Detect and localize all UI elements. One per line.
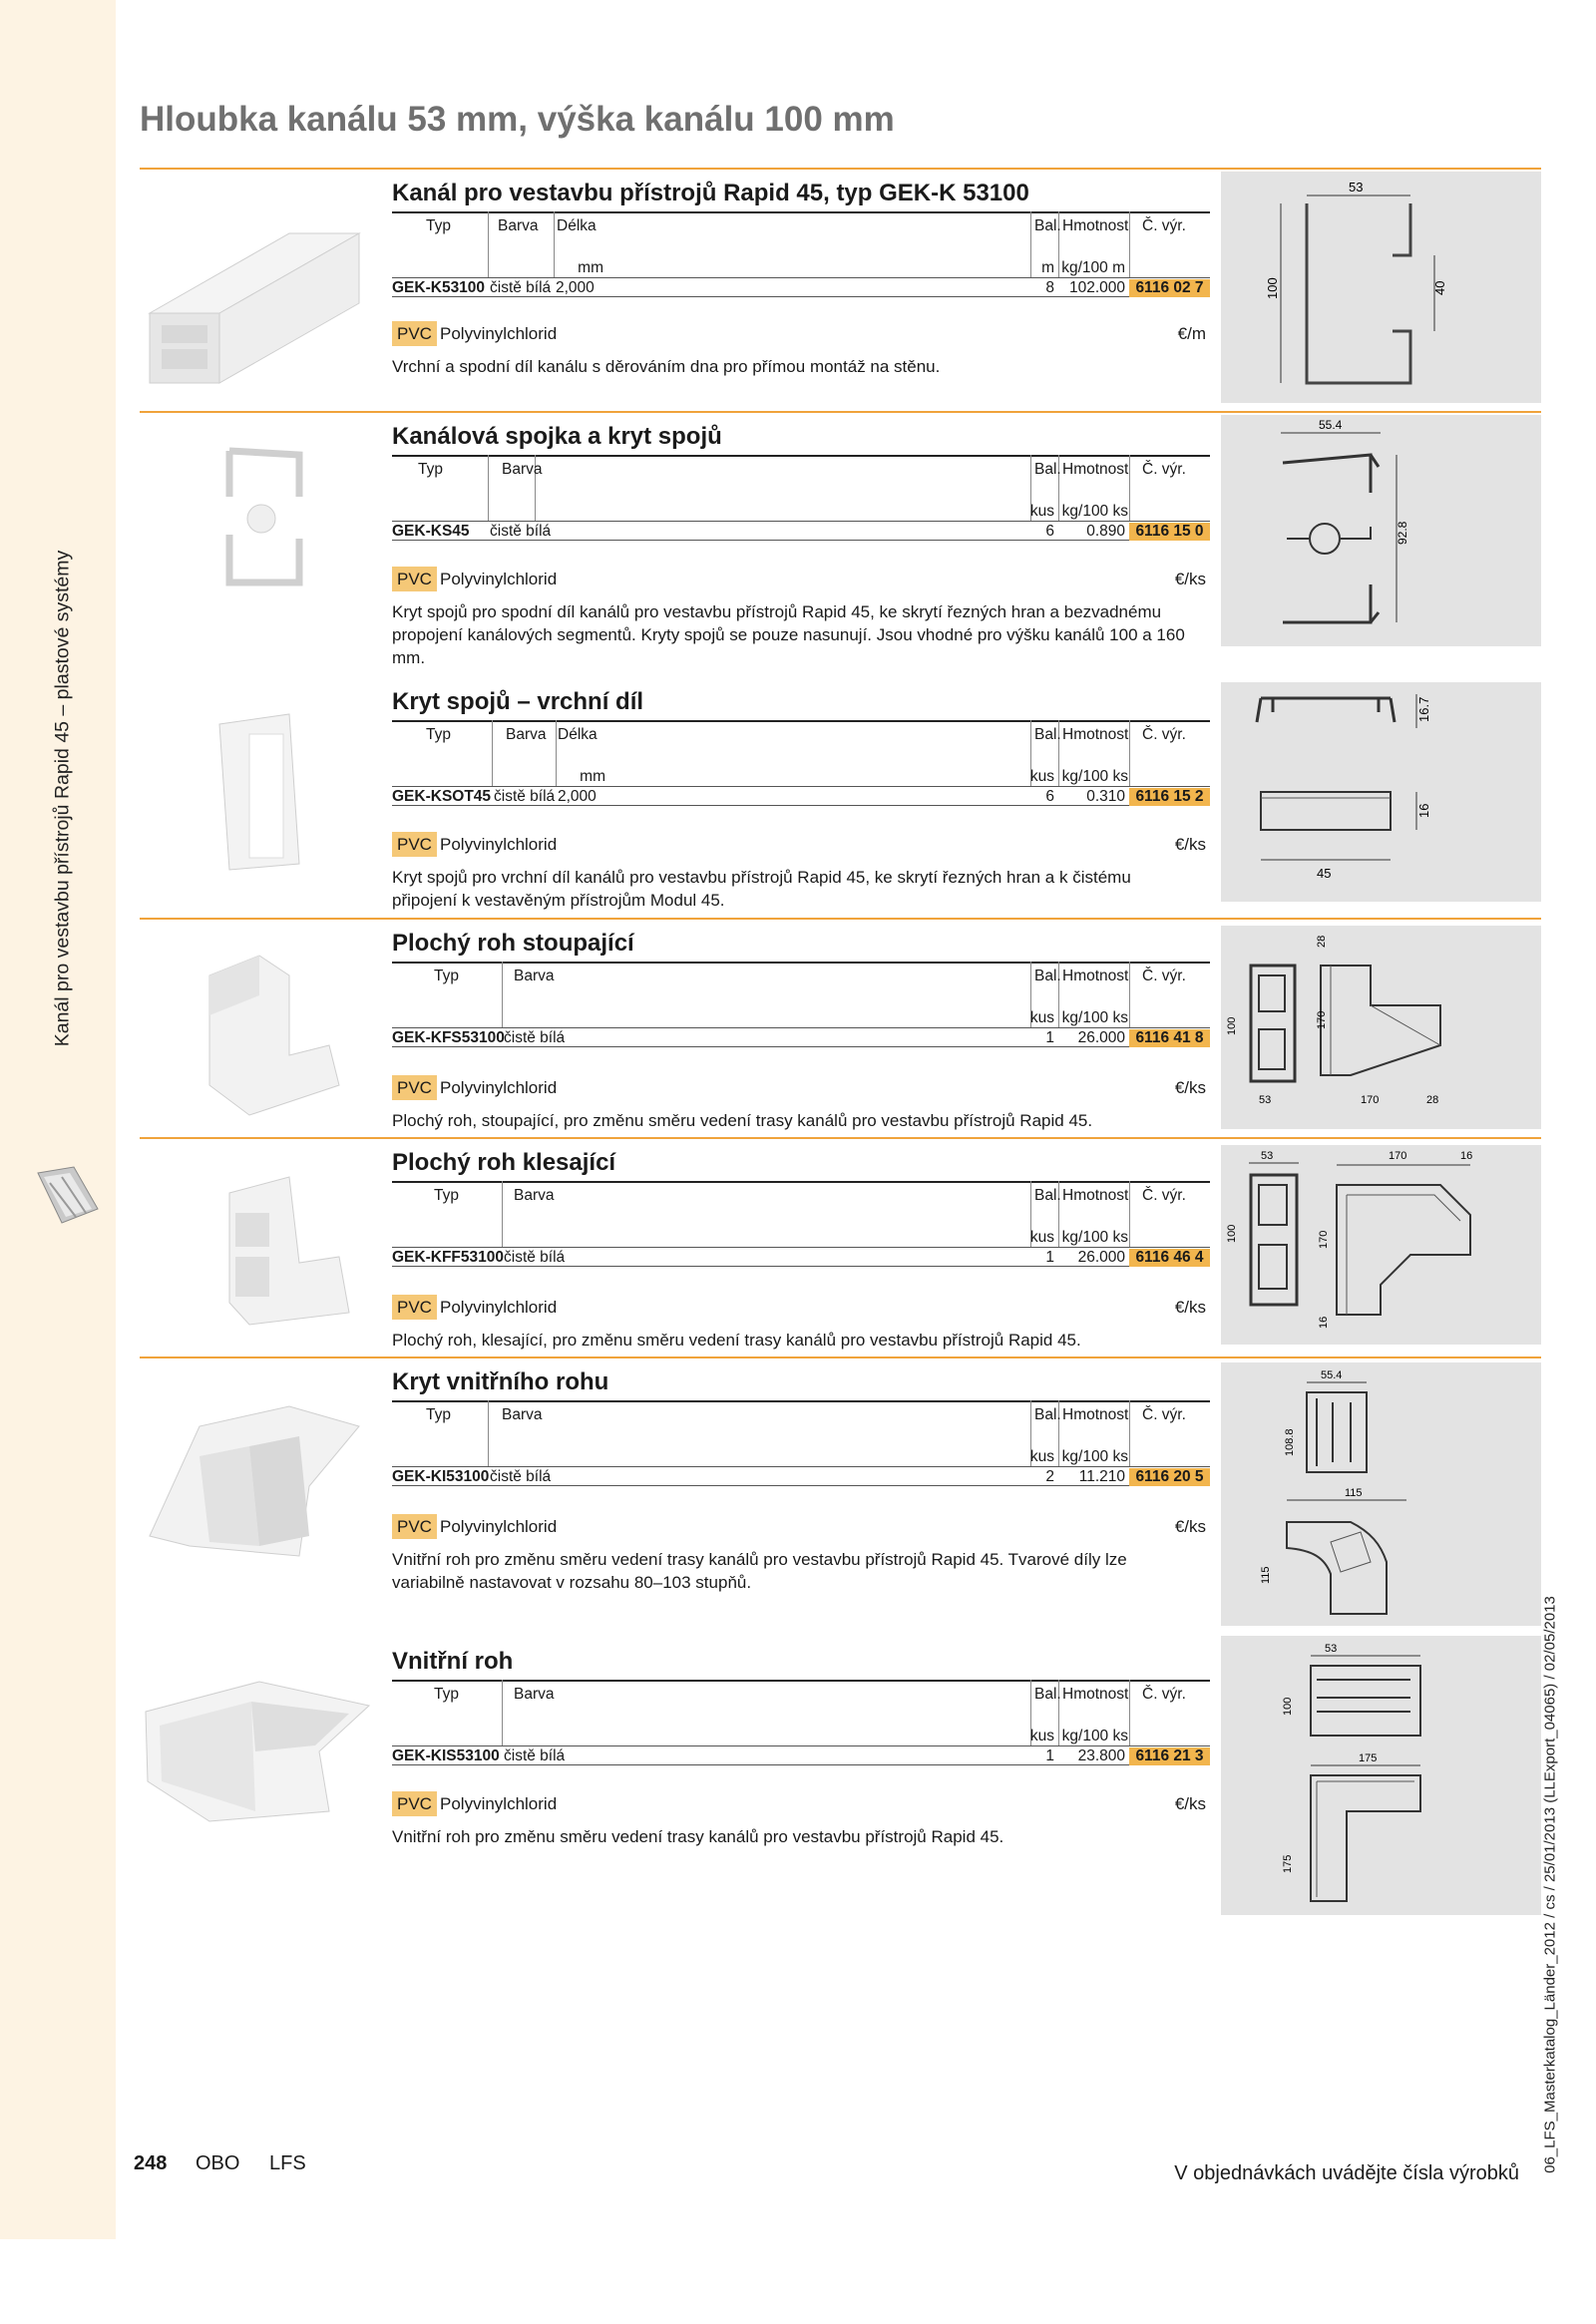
- dim-label: 45: [1317, 866, 1332, 881]
- dim-label: 16: [1416, 803, 1431, 818]
- spec-row: [392, 277, 1210, 297]
- footer-division: LFS: [269, 2152, 306, 2174]
- price-unit: €/ks: [1174, 835, 1206, 854]
- material-row: [392, 832, 1210, 858]
- material-row: [392, 1514, 1210, 1540]
- header-bal: Bal.: [1034, 217, 1061, 234]
- dim-label: 170: [1389, 1150, 1407, 1162]
- footer-note: V objednávkách uvádějte čísla výrobků: [1174, 2162, 1519, 2184]
- header-barva: Barva: [514, 1187, 555, 1204]
- material-row: [392, 567, 1210, 592]
- order-number: 6116 15 2: [1129, 788, 1210, 806]
- header-typ: Typ: [418, 461, 443, 478]
- header-cvyr: Č. výr.: [1142, 217, 1186, 234]
- technical-drawing: [1221, 415, 1541, 646]
- dim-label: 115: [1345, 1487, 1363, 1499]
- header-cvyr: Č. výr.: [1142, 1187, 1186, 1204]
- material-badge: PVC: [392, 832, 437, 857]
- header-cvyr: Č. výr.: [1142, 968, 1186, 984]
- header-hmotnost: Hmotnost: [1062, 217, 1129, 234]
- product-description: Kryt spojů pro spodní díl kanálů pro vestavbu přístrojů Rapid 45, ke skrytí řezných hran a bezvadnému propojení kanálových segmentů. Kryty spojů se pouze nasunují. Jsou vhodné pro výšku kanálů 100 a 160 mm.: [392, 602, 1185, 667]
- header-hmotnost: Hmotnost: [1062, 1406, 1129, 1423]
- material-badge: PVC: [392, 1514, 437, 1539]
- header-cvyr: Č. výr.: [1142, 726, 1186, 743]
- unit-hmotnost: kg/100 m: [1061, 259, 1125, 276]
- cell-typ: GEK-KIS53100: [392, 1747, 500, 1764]
- header-barva: Barva: [506, 726, 547, 743]
- material-badge: PVC: [392, 1791, 437, 1816]
- cell-typ: GEK-KS45: [392, 523, 470, 540]
- dim-label: 100: [1226, 1224, 1238, 1243]
- cell-bal: 2: [1045, 1468, 1054, 1485]
- cell-bal: 1: [1045, 1029, 1054, 1046]
- unit-bal: kus: [1029, 1229, 1054, 1246]
- material-badge: PVC: [392, 1295, 437, 1320]
- product-photo-channel: [140, 203, 379, 393]
- header-cvyr: Č. výr.: [1142, 1686, 1186, 1703]
- cell-bal: 8: [1045, 279, 1054, 296]
- cell-hmotnost: 26.000: [1077, 1249, 1125, 1266]
- unit-delka: mm: [578, 259, 603, 276]
- header-hmotnost: Hmotnost: [1062, 461, 1129, 478]
- spec-table: [392, 1680, 1210, 1764]
- cell-barva: čistě bílá: [504, 1747, 566, 1764]
- product-photo-joint-cover: [140, 694, 379, 874]
- header-bal: Bal.: [1034, 1406, 1061, 1423]
- price-unit: €/ks: [1174, 1078, 1206, 1097]
- spec-row: [392, 1027, 1210, 1047]
- material-name: Polyvinylchlorid: [440, 570, 558, 588]
- material-row: [392, 1791, 1210, 1817]
- unit-hmotnost: kg/100 ks: [1061, 768, 1128, 785]
- product-photo-inner-corner: [140, 1662, 379, 1831]
- product-description: Vrchní a spodní díl kanálu s děrováním dna pro přímou montáž na stěnu.: [392, 357, 941, 376]
- unit-hmotnost: kg/100 ks: [1061, 1728, 1128, 1744]
- dim-label: 100: [1226, 1016, 1238, 1035]
- cell-barva: čistě bílá: [504, 1249, 566, 1266]
- header-barva: Barva: [498, 217, 539, 234]
- product-description: Plochý roh, klesající, pro změnu směru vedení trasy kanálů pro vestavbu přístrojů Rapid 45.: [392, 1331, 1081, 1350]
- unit-delka: mm: [580, 768, 605, 785]
- material-row: [392, 1075, 1210, 1101]
- product-entry-gek-kff53100: [140, 1137, 1541, 1356]
- header-bal: Bal.: [1034, 726, 1061, 743]
- material-row: [392, 1295, 1210, 1321]
- cell-barva: čistě bílá: [490, 523, 552, 540]
- cell-barva: čistě bílá: [490, 1468, 552, 1485]
- dim-label: 115: [1260, 1566, 1272, 1584]
- page-number: 248: [134, 2152, 168, 2174]
- unit-hmotnost: kg/100 ks: [1061, 1448, 1128, 1465]
- technical-drawing: [1221, 1636, 1541, 1915]
- dim-label: 16: [1460, 1150, 1473, 1162]
- dim-label: 16: [1318, 1316, 1330, 1329]
- header-typ: Typ: [426, 726, 451, 743]
- product-entry-gek-k53100: [140, 168, 1541, 411]
- dim-label: 28: [1316, 935, 1328, 948]
- cell-typ: GEK-KFF53100: [392, 1249, 504, 1266]
- product-entry-gek-ks45: [140, 411, 1541, 676]
- cell-typ: GEK-KFS53100: [392, 1029, 505, 1046]
- product-entry-gek-ksot45: [140, 676, 1541, 918]
- product-entry-gek-ki53100: [140, 1356, 1541, 1636]
- material-name: Polyvinylchlorid: [440, 1517, 558, 1536]
- header-delka: Délka: [558, 726, 598, 743]
- dim-label: 175: [1282, 1854, 1294, 1873]
- cell-hmotnost: 26.000: [1077, 1029, 1125, 1046]
- cell-typ: GEK-KSOT45: [392, 788, 492, 805]
- technical-drawing: [1221, 682, 1541, 902]
- dim-label: 53: [1325, 1643, 1338, 1655]
- dim-label: 108.8: [1284, 1428, 1296, 1456]
- footer-brand: OBO: [196, 2152, 240, 2174]
- unit-bal: kus: [1029, 1728, 1054, 1744]
- header-barva: Barva: [502, 1406, 543, 1423]
- header-hmotnost: Hmotnost: [1062, 1686, 1129, 1703]
- unit-hmotnost: kg/100 ks: [1061, 1009, 1128, 1026]
- dim-label: 175: [1359, 1752, 1378, 1764]
- cell-bal: 1: [1045, 1249, 1054, 1266]
- header-cvyr: Č. výr.: [1142, 461, 1186, 478]
- product-photo-coupler: [140, 437, 379, 596]
- unit-hmotnost: kg/100 ks: [1061, 503, 1128, 520]
- dim-label: 170: [1361, 1094, 1380, 1106]
- material-name: Polyvinylchlorid: [440, 324, 558, 343]
- dim-label: 55.4: [1321, 1369, 1343, 1381]
- dim-label: 28: [1426, 1094, 1439, 1106]
- cell-hmotnost: 102.000: [1068, 279, 1125, 296]
- price-unit: €/m: [1177, 324, 1206, 343]
- product-photo-inner-corner-cover: [140, 1386, 379, 1566]
- price-unit: €/ks: [1174, 1517, 1206, 1536]
- unit-bal: kus: [1029, 1448, 1054, 1465]
- order-number: 6116 20 5: [1129, 1468, 1210, 1486]
- header-bal: Bal.: [1034, 1686, 1061, 1703]
- product-name: Kanálová spojka a kryt spojů: [392, 423, 722, 450]
- technical-drawing: [1221, 926, 1541, 1129]
- dim-label: 53: [1259, 1094, 1272, 1106]
- product-description: Kryt spojů pro vrchní díl kanálů pro vestavbu přístrojů Rapid 45, ke skrytí řezných hran a k čistému připojení k vestavěným přístrojům Modul 45.: [392, 868, 1131, 910]
- order-number: 6116 21 3: [1129, 1747, 1210, 1765]
- material-name: Polyvinylchlorid: [440, 1794, 558, 1813]
- material-row: [392, 321, 1210, 347]
- header-typ: Typ: [434, 1187, 459, 1204]
- cell-bal: 6: [1045, 523, 1054, 540]
- header-typ: Typ: [426, 217, 451, 234]
- product-name: Vnitřní roh: [392, 1648, 514, 1675]
- material-badge: PVC: [392, 567, 437, 591]
- product-entry-gek-kis53100: [140, 1636, 1541, 1895]
- spec-table: [392, 211, 1210, 296]
- dim-label: 53: [1261, 1150, 1274, 1162]
- header-barva: Barva: [502, 461, 543, 478]
- dim-label: 55.4: [1319, 418, 1343, 432]
- cell-barva: čistě bílá: [504, 1029, 566, 1046]
- product-entry-gek-kfs53100: [140, 918, 1541, 1137]
- material-name: Polyvinylchlorid: [440, 835, 558, 854]
- unit-bal: kus: [1029, 768, 1054, 785]
- product-name: Plochý roh stoupající: [392, 930, 634, 957]
- spec-table: [392, 962, 1210, 1046]
- dim-label: 170: [1316, 1010, 1328, 1029]
- unit-bal: kus: [1029, 503, 1054, 520]
- spec-row: [392, 521, 1210, 541]
- spec-table: [392, 720, 1210, 805]
- header-typ: Typ: [426, 1406, 451, 1423]
- product-description: Vnitřní roh pro změnu směru vedení trasy kanálů pro vestavbu přístrojů Rapid 45.: [392, 1827, 1004, 1846]
- technical-drawing: [1221, 1362, 1541, 1626]
- cell-hmotnost: 0.310: [1086, 788, 1125, 805]
- price-unit: €/ks: [1174, 1298, 1206, 1317]
- header-barva: Barva: [514, 1686, 555, 1703]
- order-number: 6116 02 7: [1129, 279, 1210, 297]
- product-name: Kanál pro vestavbu přístrojů Rapid 45, typ GEK-K 53100: [392, 180, 1029, 206]
- product-photo-flat-corner-rising: [140, 936, 379, 1125]
- cell-barva: čistě bílá: [494, 788, 556, 805]
- material-name: Polyvinylchlorid: [440, 1078, 558, 1097]
- dim-label: 100: [1282, 1697, 1294, 1716]
- cell-hmotnost: 23.800: [1077, 1747, 1125, 1764]
- price-unit: €/ks: [1174, 570, 1206, 588]
- spec-table: [392, 455, 1210, 540]
- spec-row: [392, 1745, 1210, 1765]
- product-name: Kryt spojů – vrchní díl: [392, 688, 644, 715]
- spec-table: [392, 1181, 1210, 1266]
- technical-drawing: [1221, 1145, 1541, 1345]
- unit-hmotnost: kg/100 ks: [1061, 1229, 1128, 1246]
- spec-row: [392, 786, 1210, 806]
- header-hmotnost: Hmotnost: [1062, 726, 1129, 743]
- product-photo-flat-corner-falling: [140, 1163, 379, 1333]
- order-number: 6116 41 8: [1129, 1029, 1210, 1047]
- channel-thumbnail-icon: [36, 1165, 100, 1227]
- dim-label: 92.8: [1396, 521, 1409, 545]
- product-description: Plochý roh, stoupající, pro změnu směru vedení trasy kanálů pro vestavbu přístrojů Rapid 45.: [392, 1111, 1093, 1130]
- spec-row: [392, 1247, 1210, 1267]
- cell-hmotnost: 0.890: [1086, 523, 1125, 540]
- header-cvyr: Č. výr.: [1142, 1406, 1186, 1423]
- cell-typ: GEK-KI53100: [392, 1468, 490, 1485]
- cell-delka: 2,000: [556, 279, 595, 296]
- unit-bal: m: [1041, 259, 1054, 276]
- header-bal: Bal.: [1034, 968, 1061, 984]
- product-name: Plochý roh klesající: [392, 1149, 616, 1176]
- spec-row: [392, 1466, 1210, 1486]
- material-badge: PVC: [392, 321, 437, 346]
- product-description: Vnitřní roh pro změnu směru vedení trasy kanálů pro vestavbu přístrojů Rapid 45. Tvarové díly lze variabilně nastavovat v rozsahu 80–103 stupňů.: [392, 1550, 1127, 1592]
- technical-drawing: [1221, 172, 1541, 403]
- header-hmotnost: Hmotnost: [1062, 968, 1129, 984]
- product-name: Kryt vnitřního rohu: [392, 1368, 609, 1395]
- cell-hmotnost: 11.210: [1078, 1468, 1125, 1485]
- cell-bal: 1: [1045, 1747, 1054, 1764]
- header-barva: Barva: [514, 968, 555, 984]
- dim-label: 40: [1432, 280, 1447, 295]
- dim-label: 100: [1265, 277, 1280, 299]
- cell-typ: GEK-K53100: [392, 279, 486, 296]
- order-number: 6116 46 4: [1129, 1249, 1210, 1267]
- material-badge: PVC: [392, 1075, 437, 1100]
- header-typ: Typ: [434, 1686, 459, 1703]
- page-title: Hloubka kanálu 53 mm, výška kanálu 100 mm: [140, 100, 895, 139]
- cell-bal: 6: [1045, 788, 1054, 805]
- dim-label: 170: [1318, 1230, 1330, 1249]
- header-bal: Bal.: [1034, 461, 1061, 478]
- header-hmotnost: Hmotnost: [1062, 1187, 1129, 1204]
- header-delka: Délka: [557, 217, 597, 234]
- unit-bal: kus: [1029, 1009, 1054, 1026]
- cell-barva: čistě bílá: [490, 279, 552, 296]
- cell-delka: 2,000: [558, 788, 597, 805]
- order-number: 6116 15 0: [1129, 523, 1210, 541]
- price-unit: €/ks: [1174, 1794, 1206, 1813]
- dim-label: 53: [1349, 180, 1364, 194]
- spec-table: [392, 1400, 1210, 1485]
- dim-label: 16.7: [1416, 696, 1431, 722]
- header-bal: Bal.: [1034, 1187, 1061, 1204]
- material-name: Polyvinylchlorid: [440, 1298, 558, 1317]
- header-typ: Typ: [434, 968, 459, 984]
